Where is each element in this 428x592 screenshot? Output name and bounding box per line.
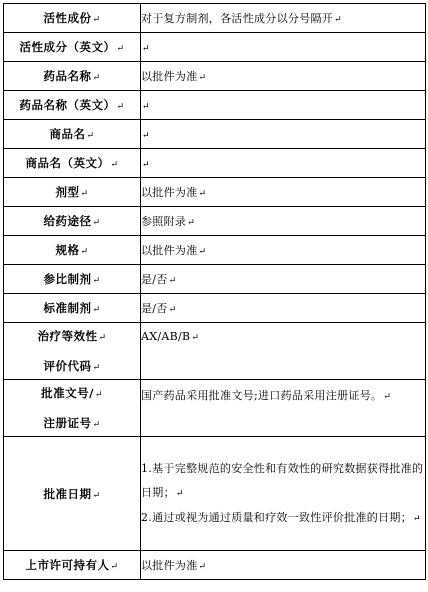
row-value: [141, 149, 426, 178]
label-line: [4, 415, 140, 431]
paragraph-mark-icon: ↵: [92, 15, 101, 25]
paragraph-mark-icon: ↵: [116, 102, 125, 112]
row-label: [4, 120, 141, 149]
paragraph-mark-icon: ↵: [110, 160, 119, 170]
label-line: [4, 328, 140, 344]
paragraph-mark-icon: ↵: [80, 189, 89, 199]
row-value: [141, 294, 426, 323]
paragraph-mark-icon: ↵: [142, 101, 150, 112]
label-text: 标准制剂: [43, 301, 92, 315]
row-label: [4, 294, 141, 323]
row-label: [4, 437, 141, 551]
paragraph-mark-icon: ↵: [198, 189, 207, 199]
table-row: [4, 120, 426, 149]
value-text: 以批件为准: [141, 186, 198, 199]
label-text: 注册证号: [43, 416, 92, 430]
label-text: 商品名（英文）: [25, 156, 110, 170]
row-value: [141, 323, 426, 380]
row-value: [141, 437, 426, 551]
paragraph-mark-icon: ↵: [92, 305, 101, 315]
value-text: 对于复方制剂，各活性成分以分号隔开: [141, 12, 334, 25]
value-text: 2.通过或视为通过质量和疗效一致性评价批准的日期；: [141, 510, 412, 524]
row-value: [141, 62, 426, 91]
label-text: 活性成分（英文）: [19, 40, 116, 54]
row-label: [4, 236, 141, 265]
paragraph-mark-icon: ↵: [92, 73, 101, 83]
row-label: [4, 323, 141, 380]
row-label: [4, 149, 141, 178]
table-row: [4, 380, 426, 437]
row-value: [141, 380, 426, 437]
value-text: 以批件为准: [141, 244, 198, 257]
row-label: [4, 33, 141, 62]
table-row: [4, 149, 426, 178]
paragraph-mark-icon: ↵: [94, 390, 103, 400]
table-row: [4, 91, 426, 120]
paragraph-mark-icon: ↵: [98, 333, 107, 343]
table-row: [4, 265, 426, 294]
paragraph-mark-icon: ↵: [198, 562, 207, 572]
value-text: 以批件为准: [141, 70, 198, 83]
paragraph-mark-icon: ↵: [142, 43, 150, 54]
label-text: 商品名: [49, 127, 86, 141]
paragraph-mark-icon: ↵: [92, 276, 101, 286]
label-text: 上市许可持有人: [25, 558, 110, 572]
row-label: [4, 178, 141, 207]
paragraph-mark-icon: ↵: [191, 333, 200, 343]
paragraph-mark-icon: ↵: [142, 130, 150, 141]
label-text: 参比制剂: [43, 272, 92, 286]
row-value: [141, 4, 426, 33]
row-label: [4, 380, 141, 437]
table-row: [4, 294, 426, 323]
row-value: [141, 265, 426, 294]
row-value: [141, 207, 426, 236]
label-text: 活性成份: [43, 11, 92, 25]
row-value: [141, 551, 426, 580]
row-value: [141, 91, 426, 120]
row-label: [4, 551, 141, 580]
value-text: 参照附录: [141, 215, 187, 228]
paragraph-mark-icon: ↵: [142, 159, 150, 170]
row-value: [141, 120, 426, 149]
row-label: [4, 4, 141, 33]
label-text: 规格: [55, 243, 80, 257]
approval-paragraph: [141, 506, 425, 531]
paragraph-mark-icon: ↵: [413, 513, 421, 524]
value-text: AX/AB/B: [141, 330, 191, 343]
paragraph-mark-icon: ↵: [92, 363, 101, 373]
label-text: 药品名称: [43, 69, 92, 83]
paragraph-mark-icon: ↵: [110, 562, 119, 572]
row-label: [4, 265, 141, 294]
label-text: 批准日期: [43, 486, 92, 501]
paragraph-mark-icon: ↵: [168, 305, 177, 315]
label-text: 治疗等效性: [37, 329, 98, 343]
row-label: [4, 91, 141, 120]
paragraph-mark-icon: ↵: [116, 44, 125, 54]
approval-paragraph: [141, 457, 425, 506]
table-row: [4, 207, 426, 236]
paragraph-mark-icon: ↵: [198, 73, 207, 83]
paragraph-mark-icon: ↵: [92, 490, 101, 501]
drug-info-table: [3, 3, 426, 580]
value-text: 国产药品采用批准文号;进口药品采用注册证号。: [141, 389, 383, 402]
label-text: 评价代码: [43, 359, 92, 373]
label-text: 给药途径: [43, 214, 92, 228]
table-row: [4, 551, 426, 580]
table-row: [4, 437, 426, 551]
label-line: [4, 358, 140, 374]
paragraph-mark-icon: ↵: [187, 218, 196, 228]
value-text: 以批件为准: [141, 559, 198, 572]
value-text: 1.基于完整规范的安全性和有效性的研究数据获得批准的日期；: [141, 461, 424, 499]
table-row: [4, 178, 426, 207]
paragraph-mark-icon: ↵: [168, 276, 177, 286]
row-label: [4, 62, 141, 91]
label-line: [4, 385, 140, 401]
paragraph-mark-icon: ↵: [92, 420, 101, 430]
paragraph-mark-icon: ↵: [92, 218, 101, 228]
label-text: 剂型: [55, 185, 80, 199]
table-row: [4, 62, 426, 91]
table-row: [4, 323, 426, 380]
row-label: [4, 207, 141, 236]
paragraph-mark-icon: ↵: [80, 247, 89, 257]
paragraph-mark-icon: ↵: [175, 488, 184, 499]
row-value: [141, 236, 426, 265]
table-row: [4, 33, 426, 62]
paragraph-mark-icon: ↵: [334, 15, 342, 25]
value-text: 是/否: [141, 302, 168, 315]
row-value: [141, 33, 426, 62]
label-text: 批准文号/: [41, 386, 94, 400]
row-value: [141, 178, 426, 207]
paragraph-mark-icon: ↵: [383, 392, 392, 402]
paragraph-mark-icon: ↵: [86, 131, 95, 141]
label-text: 药品名称（英文）: [19, 98, 116, 112]
table-row: [4, 236, 426, 265]
paragraph-mark-icon: ↵: [198, 247, 207, 257]
table-row: [4, 4, 426, 33]
value-text: 是/否: [141, 273, 168, 286]
